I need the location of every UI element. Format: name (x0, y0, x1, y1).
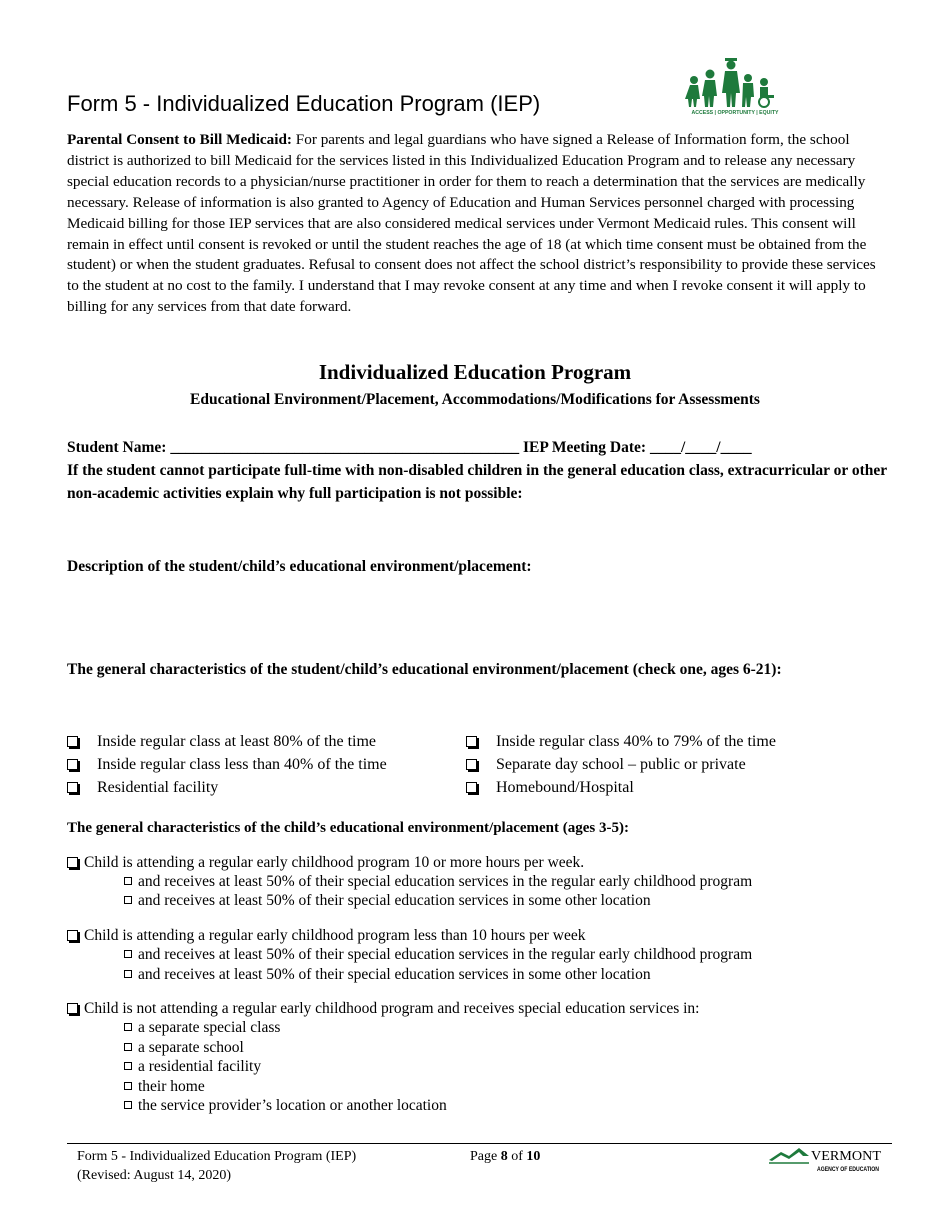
logo-tagline: ACCESS | OPPORTUNITY | EQUITY (691, 110, 779, 116)
checkbox-icon[interactable] (466, 759, 477, 770)
logo-figure-3 (727, 61, 736, 70)
general-characteristics-6-21-heading: The general characteristics of the student/child’s educational environment/placement (check one, ages 6-21): (67, 661, 782, 678)
ec-sub-option[interactable]: a separate school (124, 1039, 244, 1057)
meeting-date-label: IEP Meeting Date: (522, 439, 647, 456)
ec-sub-option[interactable]: the service provider’s location or another location (124, 1097, 447, 1115)
small-checkbox-icon[interactable] (124, 896, 132, 904)
checkbox-icon[interactable] (67, 736, 78, 747)
total-pages: 10 (526, 1149, 541, 1164)
consent-label: Parental Consent to Bill Medicaid: (67, 131, 292, 148)
checkbox-icon[interactable] (466, 736, 477, 747)
ec-sub-option[interactable]: a residential facility (124, 1058, 261, 1076)
option-regular-40-79[interactable]: Inside regular class 40% to 79% of the time (466, 733, 776, 751)
checkbox-icon[interactable] (67, 782, 78, 793)
description-prompt: Description of the student/child’s educational environment/placement: (67, 558, 532, 575)
iep-title: Individualized Education Program (318, 360, 632, 384)
ec-option-less-than-10[interactable]: Child is attending a regular early childhood program less than 10 hours per week (67, 927, 585, 945)
vermont-aoe-logo (769, 1144, 884, 1176)
participation-prompt: If the student cannot participate full-time with non-disabled children in the general education class, extracurricular or other non-academic activities explain why full participation is not possible: (67, 462, 887, 502)
student-info-line (67, 436, 897, 459)
ec-sub-option[interactable]: their home (124, 1078, 205, 1096)
mountain-icon (769, 1148, 809, 1161)
meeting-date-field[interactable]: ____/____/____ (649, 439, 752, 456)
general-characteristics-3-5-heading: The general characteristics of the child’s educational environment/placement (ages 3-5): (67, 820, 629, 836)
ec-sub-option[interactable]: and receives at least 50% of their special education services in some other location (124, 966, 651, 984)
iep-subtitle: Educational Environment/Placement, Accommodations/Modifications for Assessments (190, 391, 760, 408)
ec-option-not-attending[interactable]: Child is not attending a regular early childhood program and receives special education services in: (67, 1000, 700, 1018)
ec-sub-option[interactable]: and receives at least 50% of their special education services in the regular early childhood program (124, 946, 752, 964)
checkbox-icon[interactable] (67, 857, 78, 868)
page-title: Form 5 - Individualized Education Program (IEP) (67, 91, 541, 116)
ec-option-10-or-more[interactable]: Child is attending a regular early childhood program 10 or more hours per week. (67, 854, 584, 872)
small-checkbox-icon[interactable] (124, 1062, 132, 1070)
agency-wordmark: AGENCY OF EDUCATION (817, 1167, 879, 1173)
option-homebound[interactable]: Homebound/Hospital (466, 779, 634, 797)
ec-sub-option[interactable]: and receives at least 50% of their special education services in some other location (124, 892, 651, 910)
small-checkbox-icon[interactable] (124, 1023, 132, 1031)
logo-figure-4 (744, 74, 752, 82)
footer-revised-date: (Revised: August 14, 2020) (77, 1168, 231, 1183)
vermont-wordmark: VERMONT (811, 1149, 882, 1164)
student-name-field[interactable]: _____________________________________________ (170, 439, 520, 456)
education-logo (676, 54, 794, 116)
footer-page-number: Page 8 of 10 (470, 1149, 541, 1164)
option-regular-less-40[interactable]: Inside regular class less than 40% of the time (67, 756, 387, 774)
small-checkbox-icon[interactable] (124, 1101, 132, 1109)
checkbox-icon[interactable] (67, 1003, 78, 1014)
small-checkbox-icon[interactable] (124, 877, 132, 885)
ec-sub-option[interactable]: a separate special class (124, 1019, 280, 1037)
footer-form-name: Form 5 - Individualized Education Program (IEP) (77, 1149, 357, 1164)
logo-figure-2 (706, 70, 715, 79)
option-regular-80[interactable]: Inside regular class at least 80% of the time (67, 733, 376, 751)
small-checkbox-icon[interactable] (124, 970, 132, 978)
logo-figure-1 (690, 76, 698, 84)
checkbox-icon[interactable] (67, 930, 78, 941)
small-checkbox-icon[interactable] (124, 1043, 132, 1051)
option-separate-day-school[interactable]: Separate day school – public or private (466, 756, 746, 774)
logo-figure-5 (760, 78, 768, 86)
current-page: 8 (500, 1149, 508, 1164)
ec-sub-option[interactable]: and receives at least 50% of their special education services in the regular early childhood program (124, 873, 752, 891)
checkbox-icon[interactable] (466, 782, 477, 793)
checkbox-icon[interactable] (67, 759, 78, 770)
student-name-label: Student Name: (67, 439, 167, 456)
consent-paragraph (67, 130, 887, 318)
option-residential[interactable]: Residential facility (67, 779, 218, 797)
small-checkbox-icon[interactable] (124, 950, 132, 958)
consent-text: For parents and legal guardians who have signed a Release of Information form, the school district is authorized to bill Medicaid for the services listed in this Individualized Education Program and to release any necessary special education records to a physician/nurse practitioner in order for them to reach a determination that the services are medically necessary. Release of information is also granted to Agency of Education and Human Services personnel charged with processing Medicaid billing for those IEP services that are also considered medical services under Vermont Medicaid rules. This consent will remain in effect until consent is revoked or until the student reaches the age of 18 (at which time consent must be obtained from the student) or when the student graduates. Refusal to consent does not affect the school district’s responsibility to provide these services to the student at no cost to the family. I understand that I may revoke consent at any time and when I revoke consent it will apply to billing for any services from that date forward. (67, 131, 876, 316)
small-checkbox-icon[interactable] (124, 1082, 132, 1090)
